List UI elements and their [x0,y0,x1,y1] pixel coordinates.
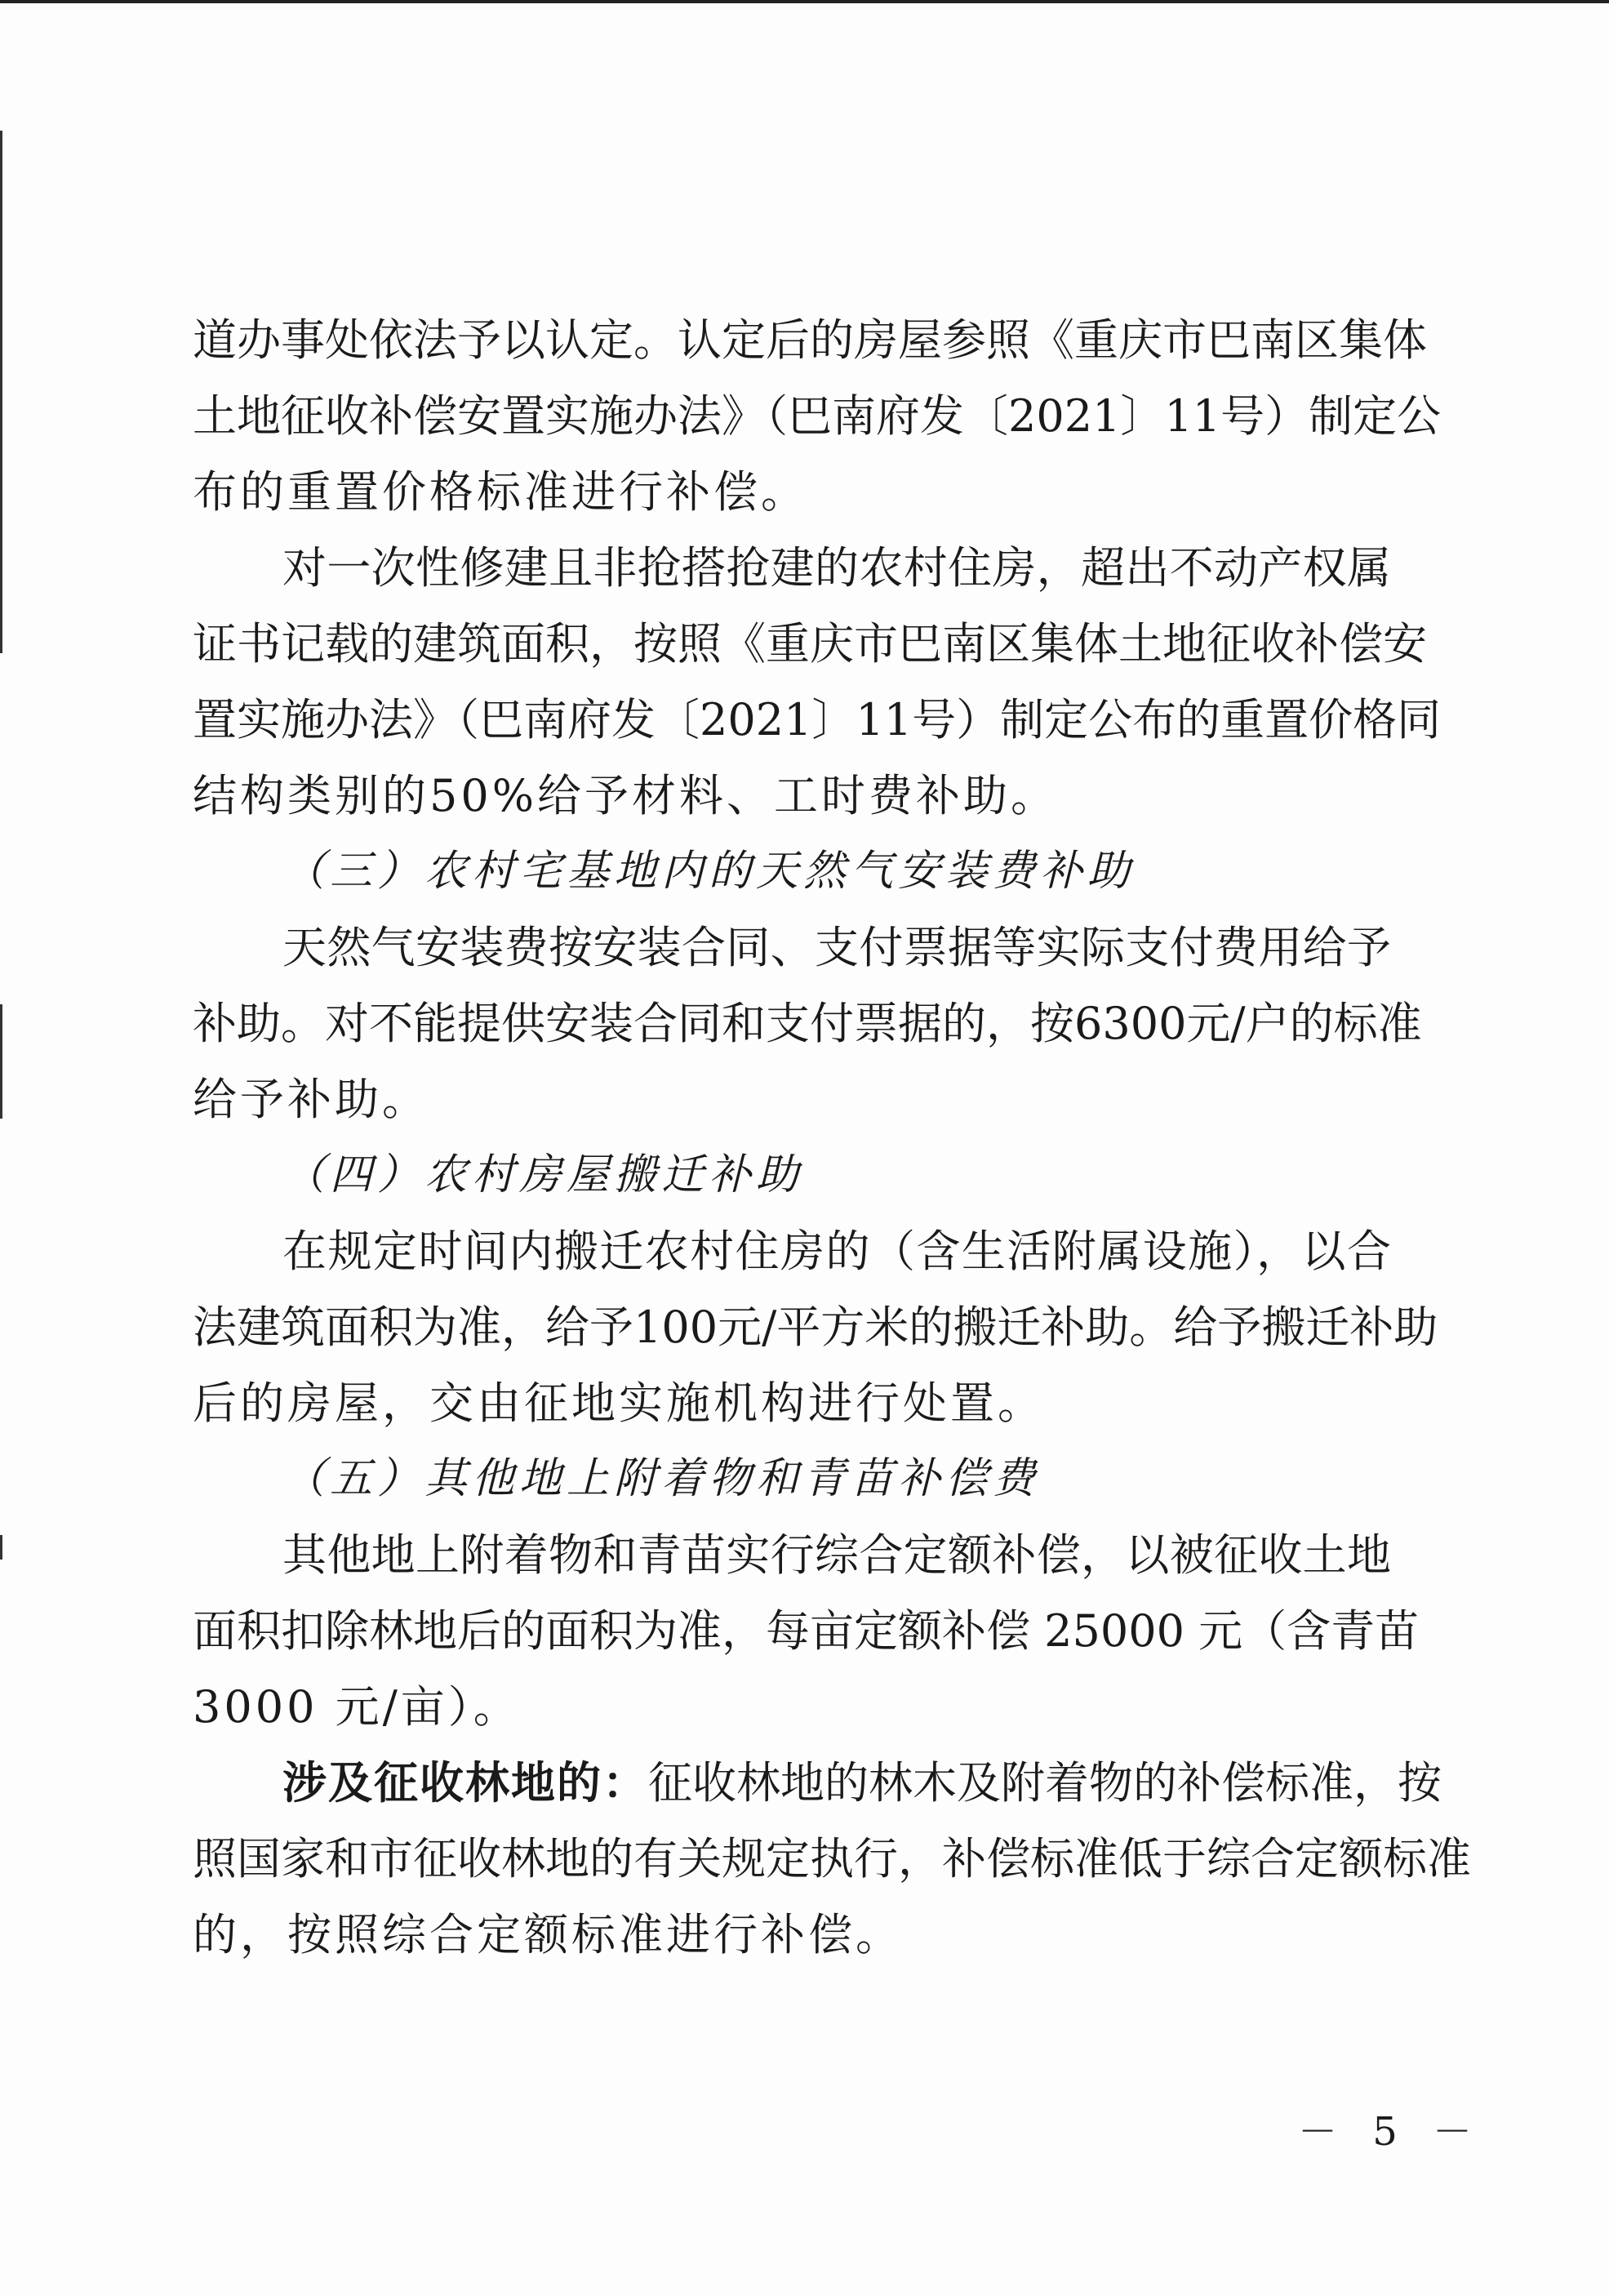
text-line: 的，按照综合定额标准进行补偿。 [193,1909,903,1960]
text-line: 照国家和市征收林地的有关规定执行，补偿标准低于综合定额标准 [193,1833,1471,1884]
text-line: 法建筑面积为准，给予100元/平方米的搬迁补助。给予搬迁补助 [193,1302,1438,1353]
text-line: 土地征收补偿安置实施办法》（巴南府发〔2021〕11号）制定公 [193,390,1442,442]
text-line: 其他地上附着物和青苗实行综合定额补偿，以被征收土地 [282,1529,1391,1581]
scan-left-edge-mark [0,131,2,653]
text-line: 天然气安装费按安装合同、支付票据等实际支付费用给予 [282,922,1391,973]
text-line: 后的房屋，交由征地实施机构进行处置。 [193,1377,1045,1429]
text-line: 证书记载的建筑面积，按照《重庆市巴南区集体土地征收补偿安 [193,618,1427,670]
document-body [193,302,1471,1973]
text-line: 补助。对不能提供安装合同和支付票据的，按6300元/户的标准 [193,998,1422,1049]
text-run: 征收林地的林木及附着物的补偿标准，按 [648,1757,1442,1809]
text-line: 给予补助。 [193,1074,429,1125]
text-line: 布的重置价格标准进行补偿。 [193,466,808,518]
page-number: － 5 － [1298,2109,1484,2155]
section-heading: （三）农村宅基地内的天然气安装费补助 [282,847,1136,896]
text-line: 结构类别的50%给予材料、工时费补助。 [193,770,1059,821]
text-line: 面积扣除林地后的面积为准，每亩定额补偿 25000 元（含青苗 [193,1605,1420,1657]
scan-left-edge-mark [0,1535,2,1560]
text-line: 3000 元/亩）。 [193,1681,521,1733]
text-line: 对一次性修建且非抢搭抢建的农村住房，超出不动产权属 [282,542,1391,594]
text-line: 置实施办法》（巴南府发〔2021〕11号）制定公布的重置价格同 [193,694,1442,745]
section-heading: （五）其他地上附着物和青苗补偿费 [282,1454,1041,1503]
scan-top-border [0,0,1609,3]
text-line [193,1745,1442,1821]
scan-left-edge-mark [0,1004,2,1119]
text-line: 道办事处依法予以认定。认定后的房屋参照《重庆市巴南区集体 [193,314,1427,366]
text-line: 在规定时间内搬迁农村住房的（含生活附属设施），以合 [282,1226,1391,1277]
bold-lead-text: 涉及征收林地的： [282,1757,648,1809]
section-heading: （四）农村房屋搬迁补助 [282,1150,804,1199]
